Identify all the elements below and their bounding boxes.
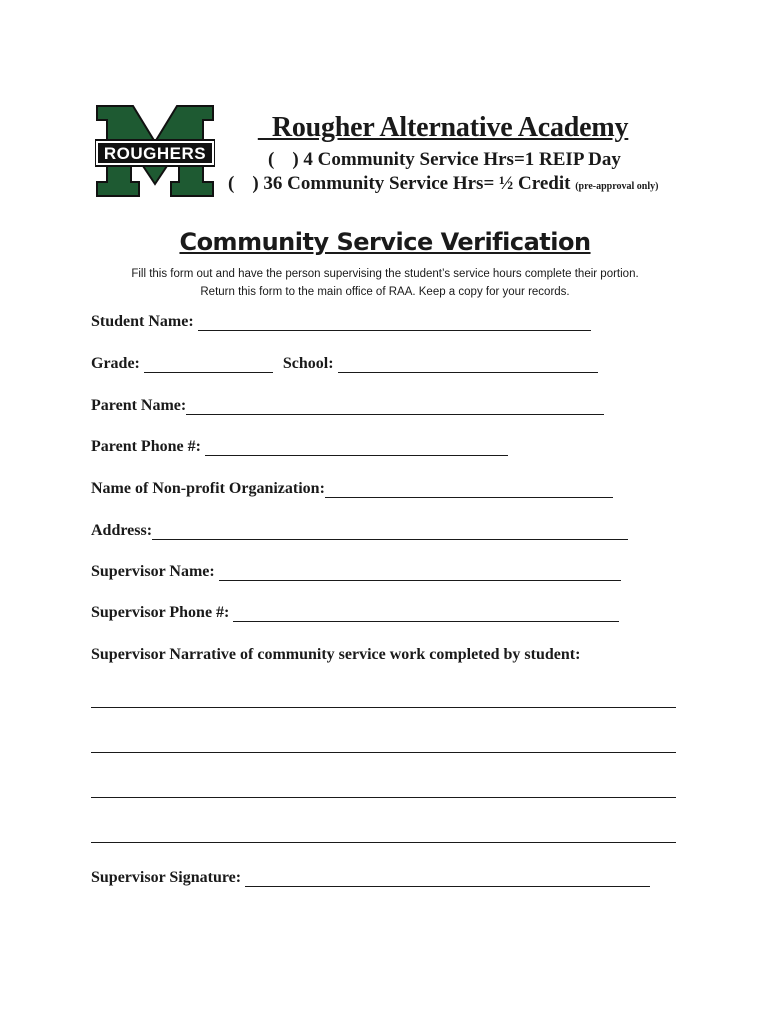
- option-4-hours: ( ) 4 Community Service Hrs=1 REIP Day: [268, 149, 621, 170]
- logo-text: ROUGHERS: [103, 144, 207, 163]
- student-name-row: [91, 313, 591, 331]
- instructions-line-1: Fill this form out and have the person supervising the student’s service hours complete their portion.: [131, 268, 639, 280]
- narrative-line-3[interactable]: [91, 797, 676, 798]
- parent-name-row: [91, 397, 604, 415]
- signature-row: [91, 869, 650, 887]
- supervisor-phone-label: Supervisor Phone #:: [91, 604, 230, 621]
- nonprofit-field[interactable]: [325, 483, 613, 498]
- parent-name-label: Parent Name:: [91, 397, 187, 414]
- form-title: Community Service Verification: [179, 228, 591, 256]
- school-label: School:: [282, 355, 334, 372]
- parent-phone-row: [91, 438, 508, 456]
- narrative-line-1[interactable]: [91, 707, 676, 708]
- instructions-line-2: Return this form to the main office of RAA. Keep a copy for your records.: [200, 286, 570, 298]
- signature-field[interactable]: [245, 872, 650, 887]
- grade-field[interactable]: [144, 358, 273, 373]
- option-36-hours: ( ) 36 Community Service Hrs= ½ Credit (pre-approval only): [228, 173, 659, 194]
- parent-name-field[interactable]: [186, 400, 604, 415]
- supervisor-phone-field[interactable]: [233, 607, 619, 622]
- roughers-logo: [95, 104, 215, 198]
- supervisor-phone-row: [91, 604, 619, 622]
- school-name: _Rougher Alternative Academy: [258, 112, 629, 143]
- narrative-label: Supervisor Narrative of community service work completed by student:: [91, 646, 581, 663]
- narrative-line-4[interactable]: [91, 842, 676, 843]
- nonprofit-label: Name of Non-profit Organization:: [91, 480, 325, 497]
- pre-approval-note: (pre-approval only): [575, 181, 659, 192]
- instructions: [0, 265, 770, 301]
- grade-school-row: [91, 355, 598, 373]
- parent-phone-field[interactable]: [205, 441, 508, 456]
- supervisor-name-field[interactable]: [219, 566, 621, 581]
- narrative-line-2[interactable]: [91, 752, 676, 753]
- address-row: [91, 522, 628, 540]
- address-label: Address:: [91, 522, 153, 539]
- grade-label: Grade:: [91, 355, 140, 372]
- school-field[interactable]: [338, 358, 598, 373]
- signature-label: Supervisor Signature:: [91, 869, 242, 886]
- narrative-row: [91, 646, 580, 664]
- student-name-label: Student Name:: [91, 313, 194, 330]
- student-name-field[interactable]: [198, 316, 591, 331]
- parent-phone-label: Parent Phone #:: [91, 438, 201, 455]
- address-field[interactable]: [152, 525, 628, 540]
- supervisor-name-label: Supervisor Name:: [91, 563, 215, 580]
- nonprofit-row: [91, 480, 613, 498]
- supervisor-name-row: [91, 563, 621, 581]
